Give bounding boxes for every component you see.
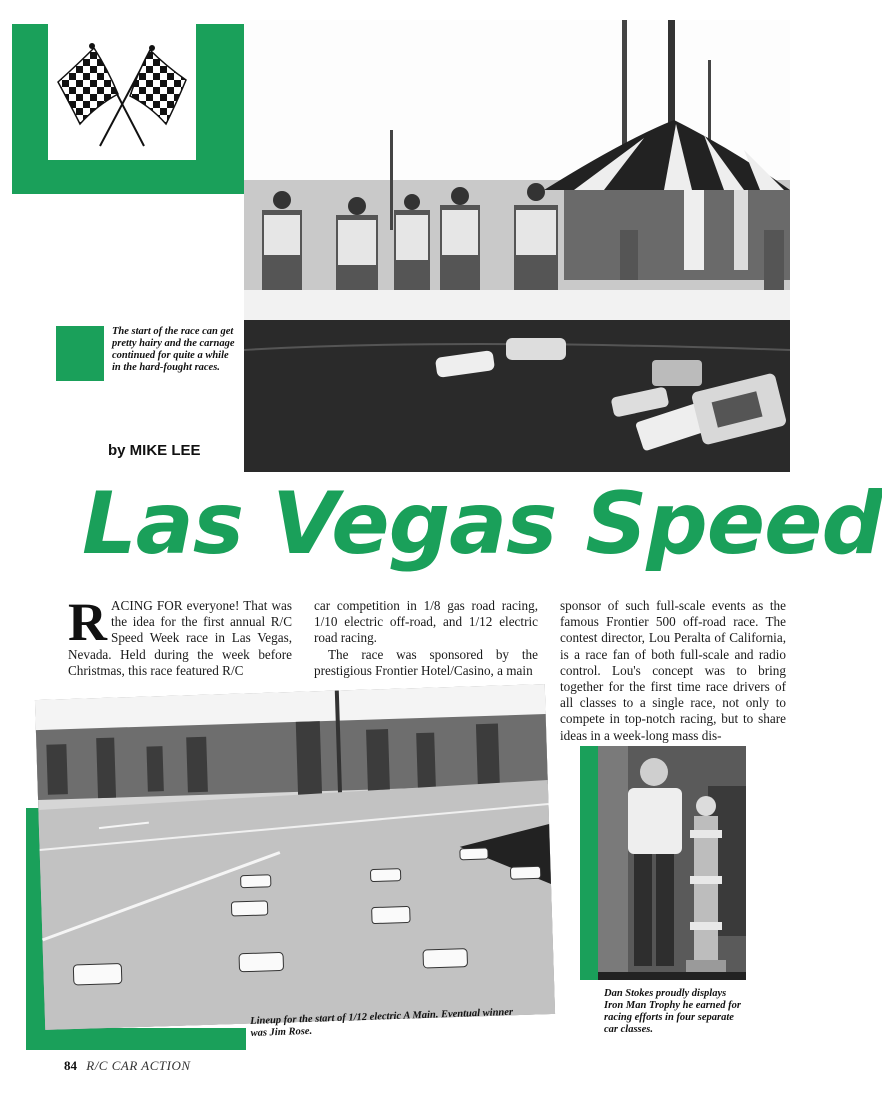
- checkered-flags-icon: [48, 24, 196, 160]
- lineup-photo-accent-bottom: [26, 1028, 246, 1050]
- lineup-photo: [35, 684, 555, 1030]
- race-start-photo-art: [244, 20, 790, 472]
- article-column-1: [68, 592, 292, 679]
- lineup-caption-line1: Lineup for the start of 1/12 electric A Main. Eventual winner: [250, 1006, 514, 1027]
- article-col3-text: sponsor of such full-scale events as the famous Frontier 500 off-road race. The contest director, Lou Peralta of California, is a race fan of both full-scale and radio control. Lou's concept was to bring together for the first time race drivers of all classes to a single race, not only to compete in top-notch racing, but to share ideas in a week-long mass dis-: [560, 598, 786, 743]
- lineup-caption-line2: was Jim Rose.: [250, 1025, 313, 1039]
- lineup-photo-art: [35, 684, 555, 1030]
- article-col2-para1: car competition in 1/8 gas road racing, 1/10 electric off-road, and 1/12 electric road racing.: [314, 598, 538, 646]
- caption-marker: [56, 326, 104, 381]
- page-number: 84: [64, 1058, 77, 1073]
- byline: by MIKE LEE: [108, 442, 201, 459]
- article-column-2: [314, 598, 538, 679]
- drop-cap: R: [68, 592, 107, 652]
- article-col2-para2: The race was sponsored by the prestigious Frontier Hotel/Casino, a main: [314, 646, 538, 678]
- article-column-3: [560, 598, 786, 744]
- headline: Las Vegas Speed: [82, 474, 882, 574]
- trophy-photo-accent: [580, 746, 598, 980]
- article-col1-text: ACING FOR everyone! That was the idea for the first annual R/C Speed Week race in Las Vegas, Nevada. Held during the week before Christmas, this race featured R/C: [68, 598, 292, 678]
- magazine-name: R/C CAR ACTION: [86, 1058, 191, 1073]
- page-footer: [64, 1058, 191, 1074]
- trophy-photo: [598, 746, 746, 980]
- trophy-photo-art: [598, 746, 746, 980]
- logo-inner: [48, 24, 196, 160]
- trophy-caption: Dan Stokes proudly displays Iron Man Trophy he earned for racing efforts in four separate car classes.: [604, 988, 742, 1035]
- top-photo-caption: The start of the race can get pretty hairy and the carnage continued for quite a while in the hard-fought races.: [112, 326, 235, 373]
- headline-wrap: [0, 470, 882, 580]
- race-start-photo: [244, 20, 790, 472]
